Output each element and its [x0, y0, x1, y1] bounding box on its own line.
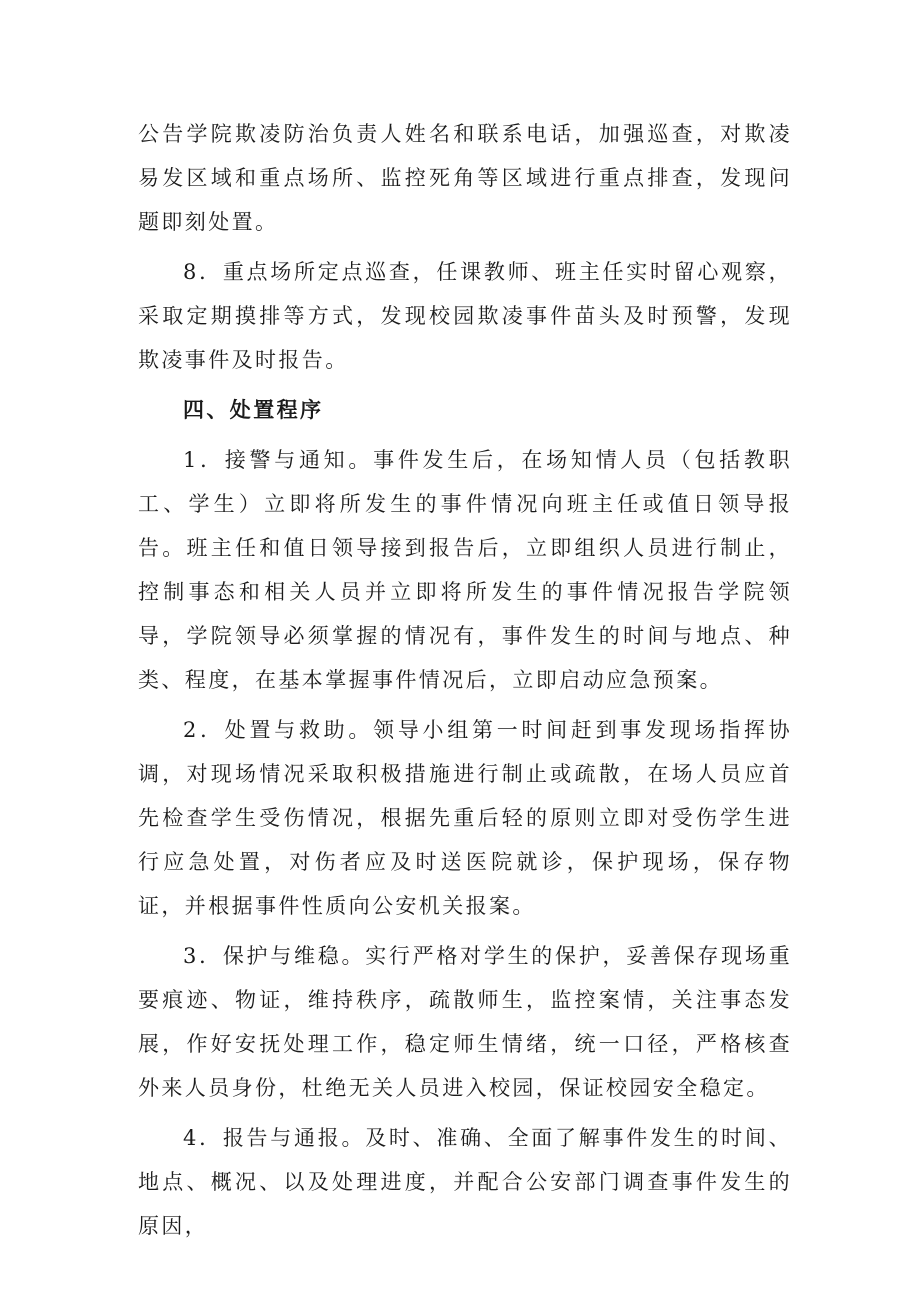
paragraph-item-1: 1．接警与通知。事件发生后，在场知情人员（包括教职工、学生）立即将所发生的事件情况向班主任或值日领导报告。班主任和值日领导接到报告后，立即组织人员进行制止，控制事态和相关人员并立即将所发生的事件情况报告学院领导，学院领导必须掌握的情况有，事件发生的时间与地点、种类、程度，在基本掌握事件情况后，立即启动应急预案。 — [138, 448, 792, 692]
paragraph-item-3: 3．保护与维稳。实行严格对学生的保护，妥善保存现场重要痕迹、物证，维持秩序，疏散师生，监控案情，关注事态发展，作好安抚处理工作，稳定师生情绪，统一口径，严格核查外来人员身份，杜绝无关人员进入校园，保证校园安全稳定。 — [138, 944, 792, 1100]
paragraph-item-4: 4．报告与通报。及时、准确、全面了解事件发生的时间、地点、概况、以及处理进度，并配合公安部门调查事件发生的原因， — [138, 1126, 792, 1238]
paragraph-item-8: 8．重点场所定点巡查，任课教师、班主任实时留心观察，采取定期摸排等方式，发现校园欺凌事件苗头及时预警，发现欺凌事件及时报告。 — [138, 260, 792, 372]
paragraph-continued: 公告学院欺凌防治负责人姓名和联系电话，加强巡查，对欺凌易发区域和重点场所、监控死角等区域进行重点排查，发现问题即刻处置。 — [138, 122, 792, 234]
section-heading-4: 四、处置程序 — [183, 397, 324, 422]
document-page — [138, 112, 792, 1254]
paragraph-item-2: 2．处置与救助。领导小组第一时间赶到事发现场指挥协调，对现场情况采取积极措施进行制止或疏散，在场人员应首先检查学生受伤情况，根据先重后轻的原则立即对受伤学生进行应急处置，对伤者应及时送医院就诊，保护现场，保存物证，并根据事件性质向公安机关报案。 — [138, 718, 792, 918]
